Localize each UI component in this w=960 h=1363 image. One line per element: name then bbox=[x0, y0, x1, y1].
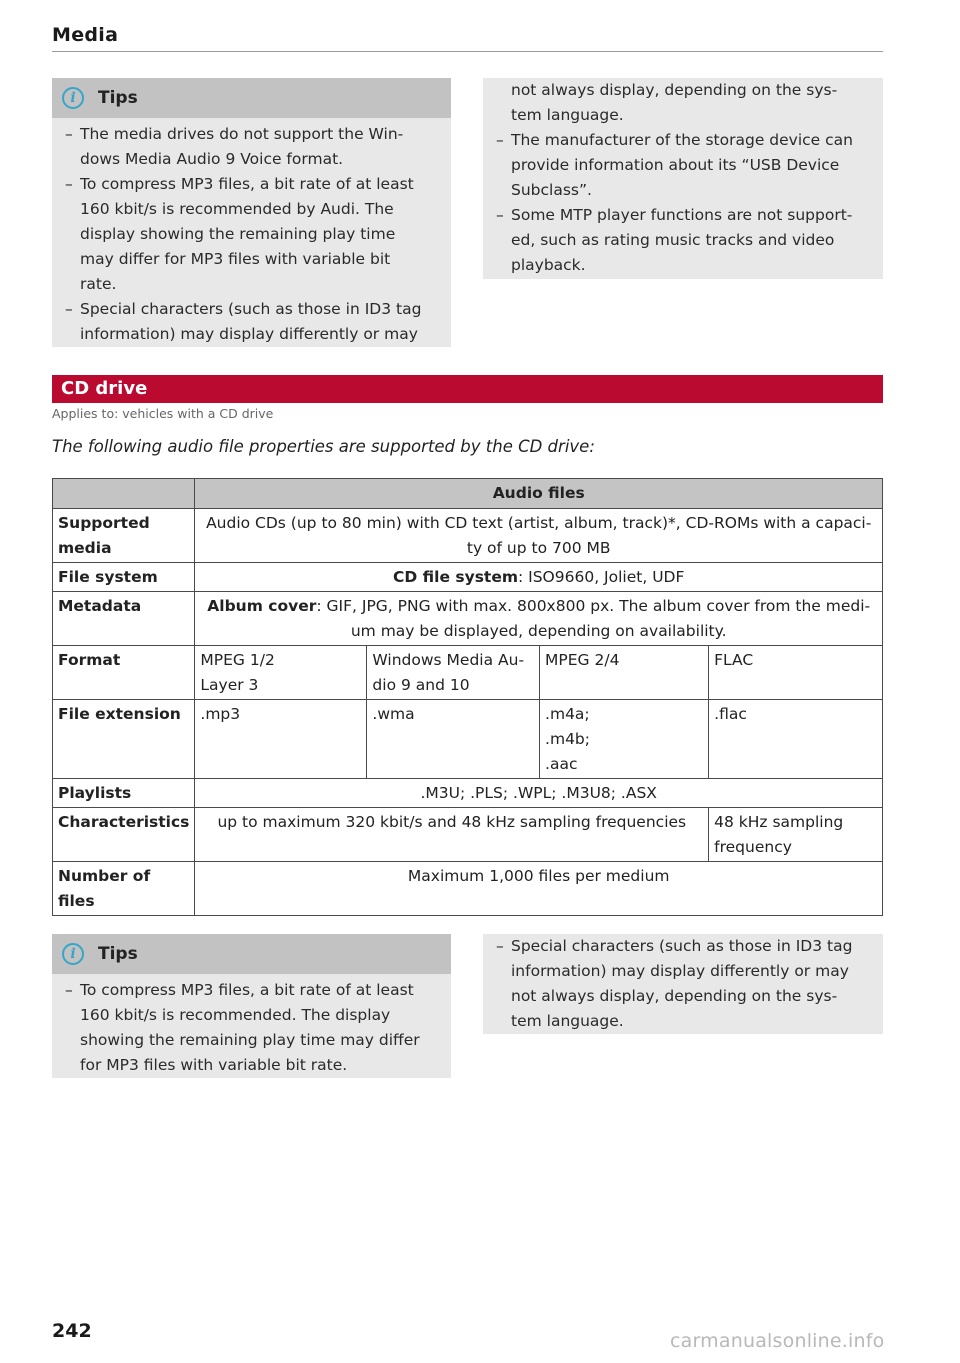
tips-list bbox=[52, 118, 451, 347]
ext-wma: .wma bbox=[367, 700, 540, 779]
tip-item bbox=[66, 122, 437, 172]
tip-line: – The manufacturer of the storage device can bbox=[511, 131, 853, 149]
tips-box-bottom-right bbox=[483, 934, 883, 1034]
table-row bbox=[53, 592, 883, 646]
table-row bbox=[53, 779, 883, 808]
label-line: media bbox=[58, 539, 112, 557]
file-system-value bbox=[195, 563, 883, 592]
number-of-files-value: Maximum 1,000 files per medium bbox=[195, 862, 883, 916]
value-line: Windows Media Au- bbox=[372, 651, 525, 669]
tip-line: – To compress MP3 files, a bit rate of at least bbox=[80, 175, 414, 193]
tips-box-bottom-left bbox=[52, 934, 451, 1078]
metadata-rest: : GIF, JPG, PNG with max. 800x800 px. The album cover from the medi- bbox=[316, 597, 871, 615]
table-header-audio-files: Audio files bbox=[195, 479, 883, 509]
value-line: 48 kHz sampling bbox=[714, 813, 844, 831]
format-flac: FLAC bbox=[709, 646, 883, 700]
table-row bbox=[53, 563, 883, 592]
tip-item bbox=[66, 172, 437, 297]
info-icon: i bbox=[62, 87, 84, 109]
tip-continuation bbox=[483, 78, 883, 128]
value-line: .m4a; bbox=[545, 705, 590, 723]
tip-item bbox=[66, 978, 437, 1078]
row-label-file-system: File system bbox=[53, 563, 195, 592]
tip-line: – The media drives do not support the Win- bbox=[80, 125, 404, 143]
row-label-file-extension: File extension bbox=[53, 700, 195, 779]
table-header-empty bbox=[53, 479, 195, 509]
characteristics-flac bbox=[709, 808, 883, 862]
tip-line: display showing the remaining play time bbox=[80, 225, 396, 243]
tip-line: dows Media Audio 9 Voice format. bbox=[80, 150, 344, 168]
format-mpeg24: MPEG 2/4 bbox=[540, 646, 709, 700]
tip-item bbox=[497, 128, 869, 203]
playlists-value: .M3U; .PLS; .WPL; .M3U8; .ASX bbox=[195, 779, 883, 808]
audio-files-table bbox=[52, 478, 883, 916]
value-line: MPEG 1/2 bbox=[200, 651, 275, 669]
table-row bbox=[53, 808, 883, 862]
tip-line: information) may display differently or may bbox=[80, 325, 418, 343]
value-line: Audio CDs (up to 80 min) with CD text (artist, album, track)*, CD-ROMs with a capaci- bbox=[206, 514, 872, 532]
tip-line: not always display, depending on the sys- bbox=[511, 987, 838, 1005]
row-label-playlists: Playlists bbox=[53, 779, 195, 808]
characteristics-value: up to maximum 320 kbit/s and 48 kHz sampling frequencies bbox=[195, 808, 709, 862]
tips-header bbox=[52, 934, 451, 974]
tips-header bbox=[52, 78, 451, 118]
tips-title: Tips bbox=[98, 943, 138, 964]
tip-line: rate. bbox=[80, 275, 117, 293]
tip-item bbox=[66, 297, 437, 347]
table-row bbox=[53, 509, 883, 563]
tips-box-top-right bbox=[483, 78, 883, 279]
tip-line: – Some MTP player functions are not support- bbox=[511, 206, 853, 224]
row-label-number-of-files bbox=[53, 862, 195, 916]
tip-line: – Special characters (such as those in ID3 tag bbox=[80, 300, 422, 318]
metadata-bold: Album cover bbox=[207, 597, 317, 615]
table-row bbox=[53, 646, 883, 700]
metadata-value bbox=[195, 592, 883, 646]
table-header-row bbox=[53, 479, 883, 509]
value-line: frequency bbox=[714, 838, 792, 856]
tip-item bbox=[497, 934, 869, 1034]
tip-line: information) may display differently or may bbox=[511, 962, 849, 980]
row-label-format: Format bbox=[53, 646, 195, 700]
ext-flac: .flac bbox=[709, 700, 883, 779]
tips-title: Tips bbox=[98, 87, 138, 108]
page-number: 242 bbox=[52, 1320, 92, 1342]
tip-line: may differ for MP3 files with variable bit bbox=[80, 250, 391, 268]
tips-list bbox=[483, 934, 883, 1034]
header-divider bbox=[52, 51, 883, 52]
tip-line: 160 kbit/s is recommended by Audi. The bbox=[80, 200, 394, 218]
supported-media-value bbox=[195, 509, 883, 563]
section-heading-cd-drive: CD drive bbox=[52, 375, 883, 403]
tip-line: 160 kbit/s is recommended. The display bbox=[80, 1006, 391, 1024]
tips-box-top-left bbox=[52, 78, 451, 347]
row-label-characteristics: Characteristics bbox=[53, 808, 195, 862]
label-line: Supported bbox=[58, 514, 150, 532]
tip-line: for MP3 files with variable bit rate. bbox=[80, 1056, 348, 1074]
value-line: .aac bbox=[545, 755, 578, 773]
tips-list bbox=[483, 128, 883, 278]
label-line: files bbox=[58, 892, 95, 910]
tip-line: – To compress MP3 files, a bit rate of at least bbox=[80, 981, 414, 999]
applies-to-note: Applies to: vehicles with a CD drive bbox=[52, 406, 274, 421]
page-section-title: Media bbox=[52, 24, 119, 46]
file-system-rest: : ISO9660, Joliet, UDF bbox=[518, 568, 685, 586]
watermark: carmanualsonline.info bbox=[670, 1330, 885, 1352]
value-line: um may be displayed, depending on availability. bbox=[350, 622, 727, 640]
file-system-bold: CD file system bbox=[393, 568, 518, 586]
label-line: Number of bbox=[58, 867, 151, 885]
tips-list bbox=[52, 974, 451, 1078]
row-label-supported-media bbox=[53, 509, 195, 563]
tip-line: – Special characters (such as those in ID3 tag bbox=[511, 937, 853, 955]
value-line: dio 9 and 10 bbox=[372, 676, 470, 694]
format-wma bbox=[367, 646, 540, 700]
tip-line: provide information about its “USB Device bbox=[511, 156, 840, 174]
tip-line: Subclass”. bbox=[511, 181, 592, 199]
tip-line: showing the remaining play time may differ bbox=[80, 1031, 420, 1049]
tip-line: ed, such as rating music tracks and video bbox=[511, 231, 835, 249]
tip-line: tem language. bbox=[511, 106, 624, 124]
table-row bbox=[53, 862, 883, 916]
info-icon: i bbox=[62, 943, 84, 965]
tip-item bbox=[497, 203, 869, 278]
value-line: .m4b; bbox=[545, 730, 590, 748]
ext-mp3: .mp3 bbox=[195, 700, 367, 779]
tip-line: not always display, depending on the sys- bbox=[511, 81, 838, 99]
value-line: ty of up to 700 MB bbox=[466, 539, 611, 557]
format-mpeg12 bbox=[195, 646, 367, 700]
intro-text: The following audio file properties are supported by the CD drive: bbox=[52, 437, 595, 456]
table-row bbox=[53, 700, 883, 779]
tip-line: playback. bbox=[511, 256, 586, 274]
row-label-metadata: Metadata bbox=[53, 592, 195, 646]
value-line: Layer 3 bbox=[200, 676, 259, 694]
tip-line: tem language. bbox=[511, 1012, 624, 1030]
ext-m4a bbox=[540, 700, 709, 779]
